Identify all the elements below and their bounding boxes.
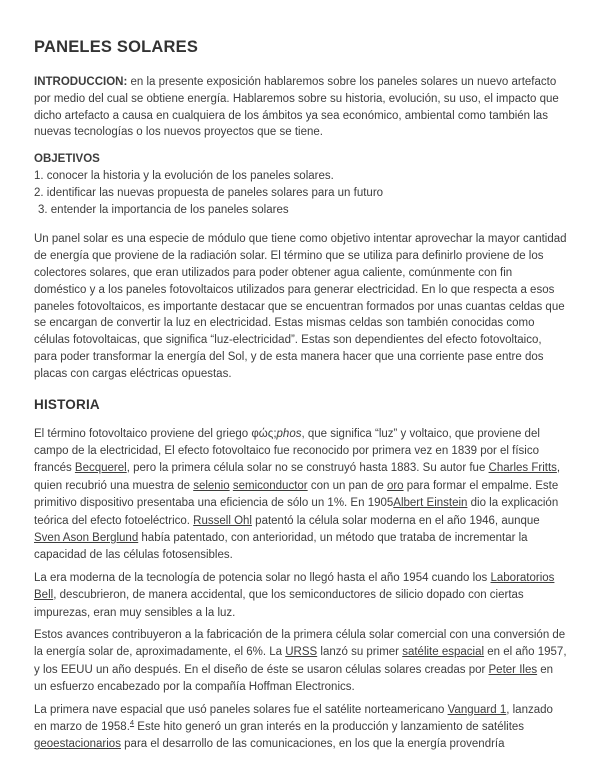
- text-run: Este hito generó un gran interés en la producción y lanzamiento de satélites: [134, 721, 525, 734]
- text-run: patentó la célula solar moderna en el año 1946, aunque: [251, 514, 540, 527]
- text-run: lanzó su primer: [317, 646, 403, 659]
- historia-paragraph-2: [34, 570, 567, 622]
- link-charles-fritts[interactable]: Charles Fritts: [488, 462, 557, 475]
- link-albert-einstein[interactable]: Albert Einstein: [393, 497, 468, 510]
- historia-paragraph-1: [34, 426, 567, 565]
- text-run: Estos avances contribuyeron a la fabricación de la primera célula solar comercial con una conversión de la energía solar de, aproximadamente, el 6%. La: [34, 629, 566, 659]
- historia-paragraph-3: [34, 627, 567, 697]
- text-run: La primera nave espacial que usó paneles solares fue el satélite norteamericano: [34, 703, 448, 716]
- text-run: , quien recubrió una muestra de: [34, 462, 561, 492]
- text-run: dio la explicación teórica del efecto fotoeléctrico.: [34, 497, 559, 527]
- text-run: para el desarrollo de las comunicaciones, en los que la energía provendría: [120, 738, 505, 751]
- objective-item-3: 3. entender la importancia de los paneles solares: [38, 203, 289, 216]
- text-run: con un pan de: [307, 479, 387, 492]
- link-peter-iles[interactable]: Peter Iles: [488, 663, 538, 676]
- text-run: en un esfuerzo encabezado por la compañía Hoffman Electronics.: [34, 663, 554, 694]
- historia-paragraph-4: [34, 702, 567, 754]
- link-becquerel[interactable]: Becquerel: [74, 462, 127, 475]
- link-selenio[interactable]: selenio: [193, 479, 230, 492]
- document-title: PANELES SOLARES: [34, 38, 199, 56]
- link-semiconductor[interactable]: semiconductor: [232, 479, 308, 492]
- link-geoestacionarios[interactable]: geoestacionarios: [34, 738, 121, 751]
- link-oro[interactable]: oro: [386, 479, 404, 492]
- text-run: , pero la primera célula solar no se construyó hasta 1883. Su autor fue: [126, 462, 489, 475]
- link-vanguard-1[interactable]: Vanguard 1: [447, 703, 507, 716]
- historia-heading: HISTORIA: [34, 396, 100, 412]
- greek-transliteration: phos: [276, 427, 302, 440]
- link-satelite-espacial[interactable]: satélite espacial: [402, 646, 485, 659]
- objectives-section: [34, 151, 567, 218]
- link-russell-ohl[interactable]: Russell Ohl: [193, 514, 252, 527]
- footnote-4-link[interactable]: 4: [129, 718, 135, 728]
- objectives-heading: OBJETIVOS: [34, 153, 100, 166]
- text-run: La era moderna de la tecnología de potencia solar no llegó hasta el año 1954 cuando los: [34, 571, 491, 584]
- text-run: en la presente exposición hablaremos sobre los paneles solares un nuevo artefacto por medio del cual se obtiene energía. Hablaremos sobre su historia, evolución, su uso, el impacto que dicho artefacto a causa en cualquiera de los ámbitos ya sea económico, ambiental como también las nuevas tecnologías o los nuevos proyectos que se tiene.: [34, 76, 559, 139]
- overview-paragraph: Un panel solar es una especie de módulo que tiene como objetivo intentar aprovechar la mayor cantidad de energía que proviene de la radiación solar. El término que se utiliza para definirlo proviene de los colectores solares, que eran utilizados para poder obtener agua caliente, comúnmente con fin doméstico y a los paneles fotovoltaicos utilizados para generar electricidad. En lo que respecta a esos paneles fotovoltaicos, es importante destacar que se encuentran formados por unas cuantas celdas que se encargan de convertir la luz en electricidad. Estas mismas celdas son también conocidas como células fotovoltaicas, que significa “luz-electricidad”. Estas son dependientes del efecto fotovoltaico, para poder transformar la energía del Sol, y de esta manera hacer que una corriente pase entre dos placas con cargas eléctricas opuestas.: [34, 233, 567, 380]
- text-run: , descubrieron, de manera accidental, que los semiconductores de silicio dopado con ciertas impurezas, eran muy sensibles a la luz.: [34, 589, 524, 619]
- objective-item-2: 2. identificar las nuevas propuesta de paneles solares para un futuro: [34, 186, 384, 199]
- intro-paragraph: [34, 74, 567, 141]
- text-run: para formar el empalme. Este primitivo dispositivo presentaba una eficiencia de sólo un 1%. En 1905: [34, 479, 559, 510]
- text-run: El término fotovoltaico proviene del griego φώς;: [34, 427, 277, 440]
- intro-label: INTRODUCCION:: [34, 76, 128, 88]
- text-run: , lanzado en marzo de 1958.: [34, 703, 553, 734]
- link-urss[interactable]: URSS: [285, 646, 318, 659]
- link-sven-ason-berglund[interactable]: Sven Ason Berglund: [34, 531, 139, 544]
- objective-item-1: 1. conocer la historia y la evolución de los paneles solares.: [34, 169, 334, 182]
- text-run: , que significa “luz” y voltaico, que proviene del campo de la electricidad, El efecto fotovoltaico fue reconocido por primera vez en 1839 por el físico francés: [34, 427, 540, 475]
- text-run: había patentado, con anterioridad, un método que trataba de incrementar la capacidad de las células fotosensibles.: [34, 531, 528, 562]
- text-run: en el año 1957, y los EEUU un año después. En el diseño de éste se usaron células solares creadas por: [34, 646, 567, 676]
- link-laboratorios-bell[interactable]: Laboratorios Bell: [34, 571, 555, 602]
